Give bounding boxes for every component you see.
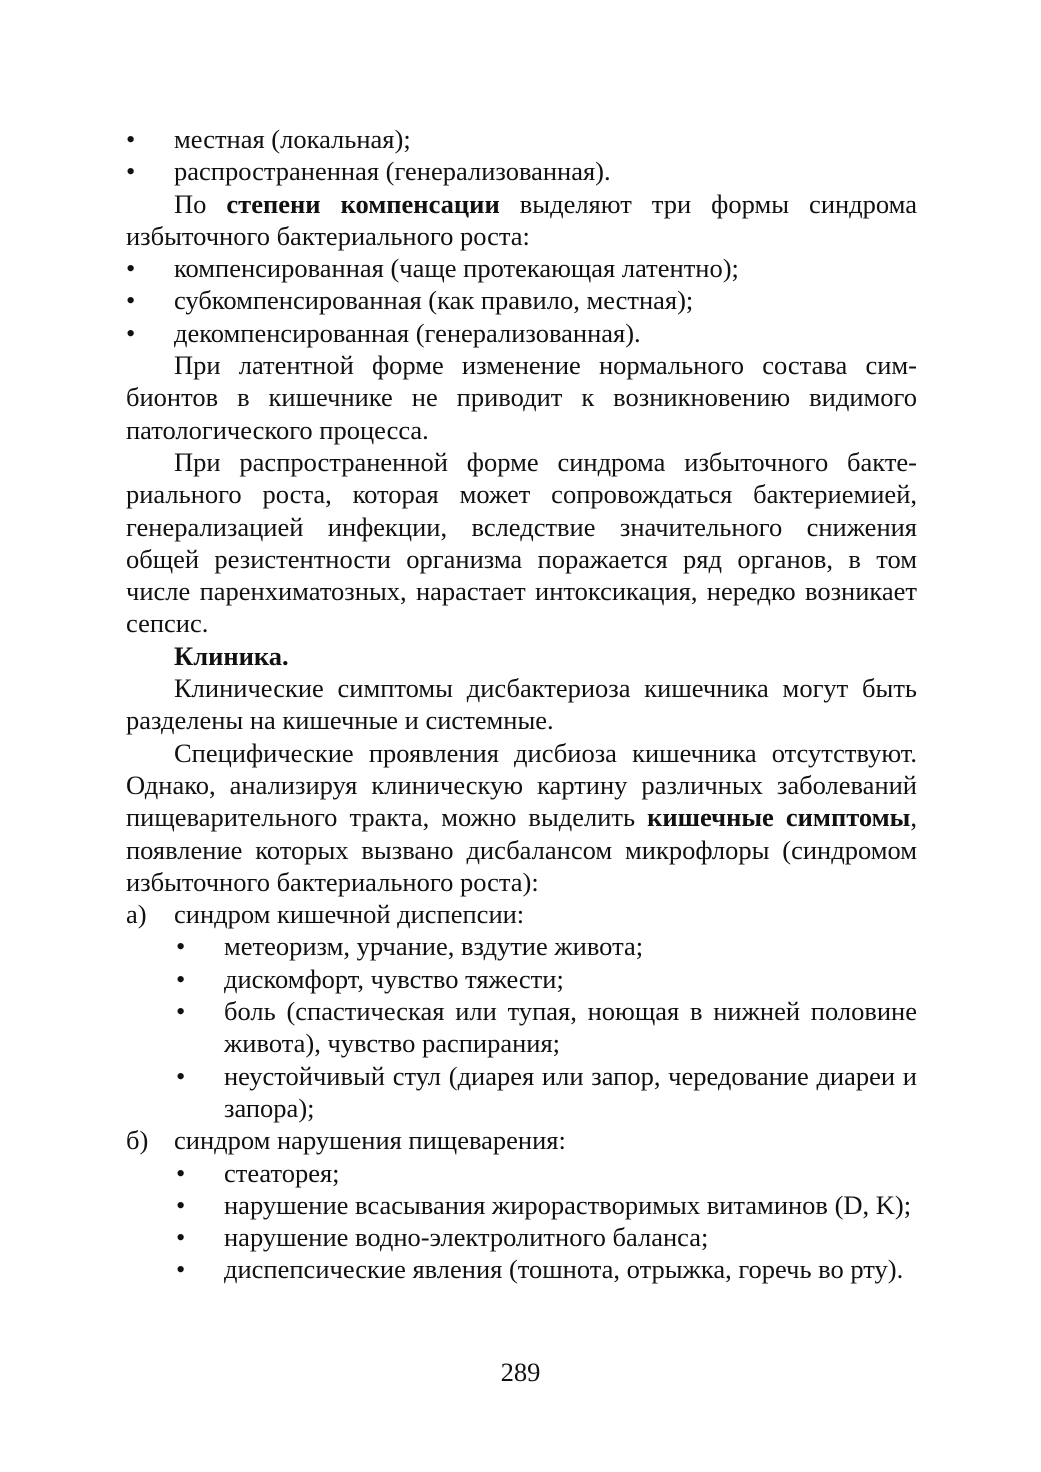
- list-item: • декомпенсированная (генерализованная).: [126, 317, 641, 348]
- bullet-icon: •: [176, 1222, 186, 1253]
- bullet-icon: •: [126, 317, 136, 348]
- bullet-icon: •: [126, 156, 136, 187]
- bullet-icon: •: [176, 1254, 186, 1285]
- list-marker: б): [126, 1125, 149, 1156]
- bullet-icon: •: [176, 1157, 186, 1188]
- spread-form-paragraph: При распространенной форме синдрома избыточного бактериального роста, которая может сопровождаться бактериемией, генерализацией инфекции, вследствие значительного снижения общей резистентности организма поражается ряд органов, в том числе паренхиматозных, нарастает интоксикация, нередко возникает сепсис.: [126, 446, 917, 639]
- bold-term: степени компенсации: [226, 188, 500, 219]
- list-item: • нарушение всасывания жирорастворимых витаминов (D, K);: [176, 1189, 912, 1220]
- list-marker: а): [126, 899, 147, 930]
- compensation-paragraph: По степени компенсации выделяют три формы синдрома избыточного бактериального роста:: [126, 188, 918, 251]
- section-b-title: б) синдром нарушения пищеварения:: [126, 1125, 566, 1156]
- list-item: • компенсированная (чаще протекающая латентно);: [126, 253, 739, 284]
- clinic-paragraph: Клинические симптомы дисбактериоза кишечника могут быть разделены на кишечные и системные.: [126, 673, 917, 736]
- bullet-icon: •: [176, 1060, 186, 1091]
- bullet-icon: •: [176, 931, 186, 962]
- latent-form-paragraph: При латентной форме изменение нормального состава симбионтов в кишечнике не приводит к возникновению видимого патологического процесса.: [126, 350, 917, 445]
- list-item: • субкомпенсированная (как правило, местная);: [126, 285, 694, 316]
- specific-paragraph: Специфические проявления дисбиоза кишечника отсутствуют. Однако, анализируя клиническую картину различных заболеваний пищеварительного тракта, можно выделить кишечные симптомы, появление которых вызвано дисбалансом микрофлоры (синдромом избыточного бактериального роста):: [126, 737, 917, 897]
- list-item: • стеаторея;: [176, 1157, 340, 1188]
- bullet-icon: •: [126, 253, 136, 284]
- section-a-title: а) синдром кишечной диспепсии:: [126, 899, 525, 930]
- bullet-icon: •: [126, 124, 136, 154]
- bullet-icon: •: [176, 1189, 186, 1220]
- list-item: • метеоризм, урчание, вздутие живота;: [176, 931, 644, 962]
- bullet-icon: •: [126, 285, 136, 316]
- page-number: 289: [500, 1357, 541, 1387]
- bullet-icon: •: [176, 996, 186, 1027]
- section-heading: Клиника.: [174, 640, 289, 671]
- list-item: • неустойчивый стул (диарея или запор, чередование диареи и запора);: [176, 1060, 917, 1123]
- page-body: [126, 123, 917, 1286]
- list-item: • диспепсические явления (тошнота, отрыжка, горечь во рту).: [176, 1254, 904, 1285]
- list-item: • дискомфорт, чувство тяжести;: [176, 963, 564, 994]
- bold-term: кишечные симптомы: [647, 802, 911, 833]
- bullet-icon: •: [176, 963, 186, 994]
- list-item: • боль (спастическая или тупая, ноющая в нижней половине живота), чувство распирания;: [176, 996, 917, 1059]
- list-item: • распространенная (генерализованная).: [126, 156, 611, 187]
- list-item: • местная (локальная);: [126, 124, 411, 154]
- list-item: • нарушение водно-электролитного баланса;: [176, 1222, 709, 1253]
